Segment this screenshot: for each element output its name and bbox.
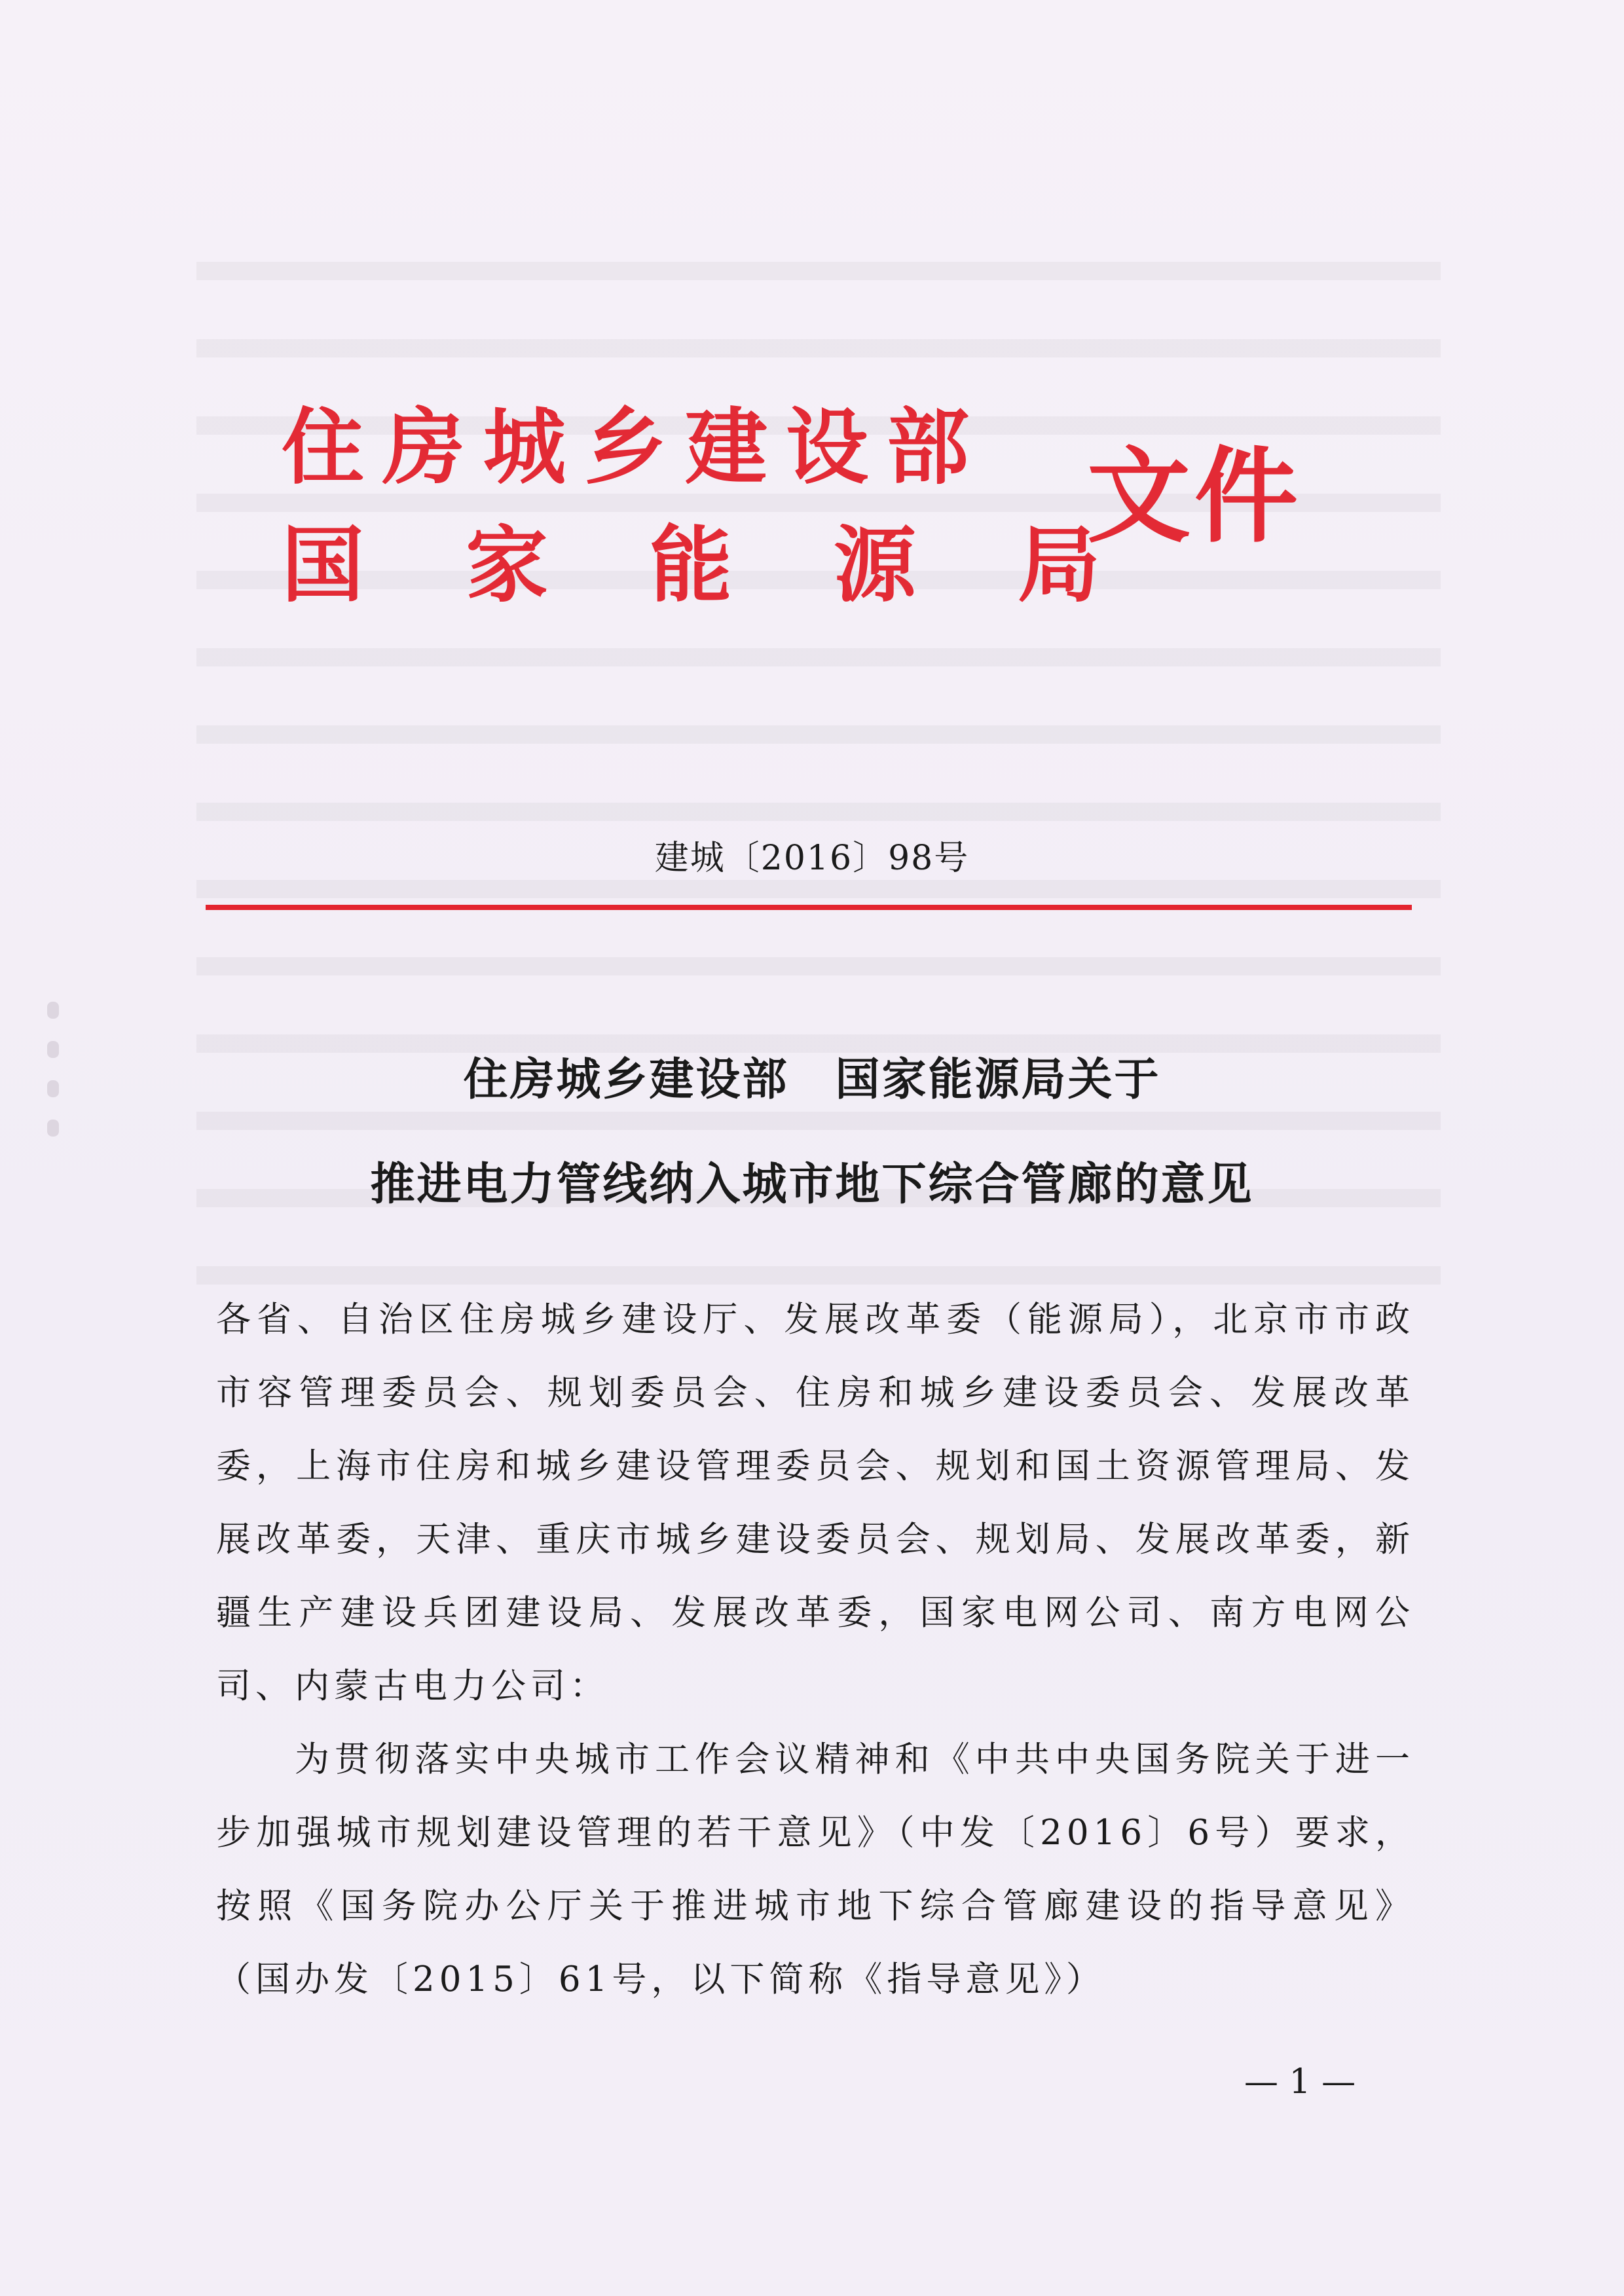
document-header — [282, 386, 1395, 622]
red-separator-rule — [206, 905, 1412, 910]
document-body — [216, 1283, 1414, 2016]
page-number: — 1 — — [1244, 2062, 1356, 2102]
binding-hole — [47, 1120, 59, 1137]
document-title-line-1: 住房城乡建设部 国家能源局关于 — [463, 1053, 1161, 1106]
document-type-label: 文件 — [1087, 436, 1302, 557]
issuer-energy-administration: 国家能源局 — [282, 517, 1202, 613]
binding-hole — [47, 1041, 59, 1058]
binding-hole — [47, 1002, 59, 1019]
issuer-ministry-housing: 住房城乡建设部 — [282, 399, 987, 496]
document-title-line-2: 推进电力管线纳入城市地下综合管廊的意见 — [370, 1158, 1254, 1211]
body-paragraph-1: 为贯彻落实中央城市工作会议精神和《中共中央国务院关于进一步加强城市规划建设管理的若干意见》（中发〔2016〕6号）要求，按照《国务院办公厅关于推进城市地下综合管廊建设的指导意见》（国办发〔2015〕61号，以下简称《指导意见》） — [216, 1740, 1414, 1999]
addressees-paragraph: 各省、自治区住房城乡建设厅、发展改革委（能源局），北京市市政市容管理委员会、规划委员会、住房和城乡建设委员会、发展改革委，上海市住房和城乡建设管理委员会、规划和国土资源管理局、发展改革委，天津、重庆市城乡建设委员会、规划局、发展改革委，新疆生产建设兵团建设局、发展改革委，国家电网公司、南方电网公司、内蒙古电力公司： — [216, 1300, 1414, 1706]
document-number: 建城〔2016〕98号 — [654, 839, 970, 878]
